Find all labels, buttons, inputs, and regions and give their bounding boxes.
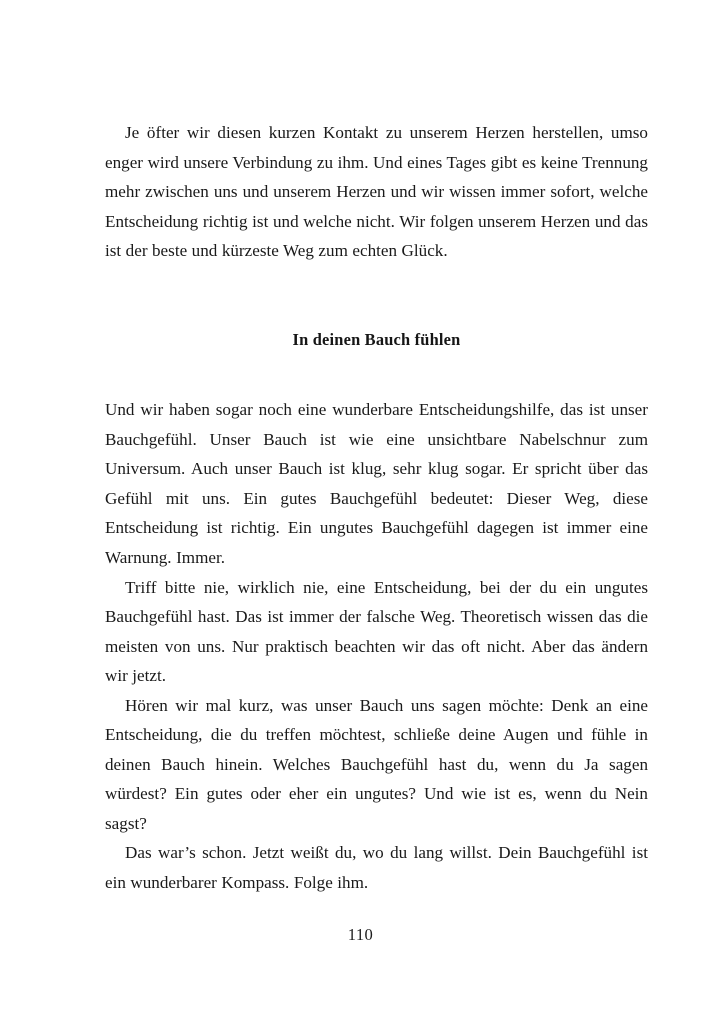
- spacer-before-heading: [105, 266, 648, 325]
- spacer-after-heading: [105, 354, 648, 395]
- paragraph-4: Hören wir mal kurz, was unser Bauch uns sagen möchte: Denk an eine Entscheidung, die du treffen möchtest, schließe deine Augen und fühle in deinen Bauch hinein. Welches Bauchgefühl hast du, wenn du Ja sagen würdest? Ein gutes oder eher ein ungutes? Und wie ist es, wenn du Nein sagst?: [105, 695, 648, 833]
- paragraph-1: Je öfter wir diesen kurzen Kontakt zu unserem Herzen herstellen, umso enger wird unsere Verbindung zu ihm. Und eines Tages gibt es keine Trennung mehr zwischen uns und unserem Herzen und wir wissen immer sofort, welche Entscheidung richtig ist und welche nicht. Wir folgen unserem Herzen und das ist der beste und kürzeste Weg zum echten Glück.: [105, 123, 648, 261]
- page-text-block: [105, 118, 648, 898]
- paragraph-3: Triff bitte nie, wirklich nie, eine Entscheidung, bei der du ein ungutes Bauchgefühl hast. Das ist immer der falsche Weg. Theoretisch wissen das die meisten von uns. Nur praktisch beachten wir das oft nicht. Aber das ändern wir jetzt.: [105, 577, 648, 686]
- page-number: 110: [347, 925, 374, 944]
- paragraph-5: Das war’s schon. Jetzt weißt du, wo du lang willst. Dein Bauchgefühl ist ein wunderbarer Kompass. Folge ihm.: [105, 843, 648, 893]
- section-heading: In deinen Bauch fühlen: [292, 329, 461, 349]
- paragraph-2: Und wir haben sogar noch eine wunderbare Entscheidungshilfe, das ist unser Bauchgefühl. Unser Bauch ist wie eine unsichtbare Nabelschnur zum Universum. Auch unser Bauch ist klug, sehr klug sogar. Er spricht über das Gefühl mit uns. Ein gutes Bauchgefühl bedeutet: Dieser Weg, diese Entscheidung ist richtig. Ein ungutes Bauchgefühl dagegen ist immer eine Warnung. Immer.: [105, 400, 648, 568]
